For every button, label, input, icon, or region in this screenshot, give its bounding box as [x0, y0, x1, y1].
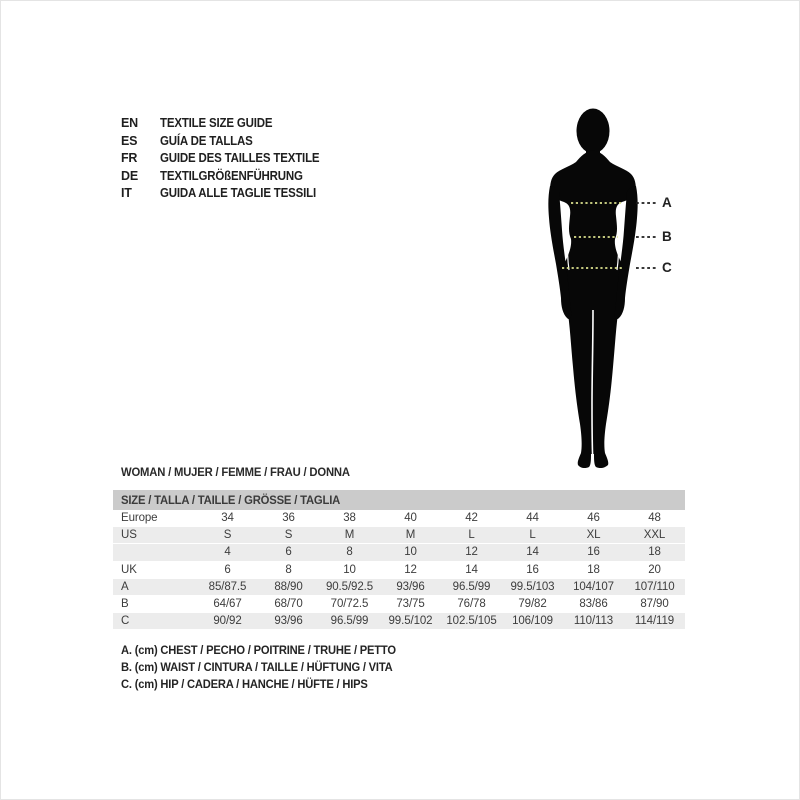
language-title: GUIDA ALLE TAGLIE TESSILI — [160, 186, 316, 201]
table-row-uk — [113, 562, 685, 579]
size-cell: 6 — [224, 563, 231, 576]
size-cell: 90/92 — [213, 615, 242, 628]
row-label: B — [121, 597, 129, 610]
size-cell: 42 — [465, 512, 478, 524]
size-cell: S — [223, 529, 232, 542]
language-list — [121, 115, 333, 203]
size-cell: 90.5/92.5 — [325, 580, 374, 593]
size-cell: 34 — [221, 512, 234, 524]
size-cell: 96.5/99 — [452, 580, 491, 593]
measurement-notes — [121, 642, 417, 694]
language-code: EN — [121, 116, 138, 130]
size-cell: 93/96 — [396, 580, 425, 593]
table-row-us — [113, 527, 685, 544]
woman-silhouette-figure — [524, 104, 669, 474]
size-cell: 85/87.5 — [208, 580, 247, 593]
language-row-it — [121, 185, 333, 203]
size-cell: L — [468, 529, 475, 542]
size-cell: M — [405, 529, 416, 542]
size-cell: XL — [586, 529, 601, 542]
size-cell: 4 — [224, 546, 231, 559]
size-table-header-label: SIZE / TALLA / TAILLE / GRÖSSE / TAGLIA — [121, 493, 341, 507]
measurement-label-hip: C — [662, 260, 672, 275]
size-cell: 10 — [404, 546, 417, 559]
size-cell: 73/75 — [396, 597, 425, 610]
size-cell: 44 — [526, 512, 539, 524]
table-row-b — [113, 596, 685, 613]
size-cell: 14 — [465, 563, 478, 576]
note-line-2: C. (cm) HIP / CADERA / HANCHE / HÜFTE / HIPS — [121, 677, 368, 692]
language-code: DE — [121, 168, 138, 183]
table-row-c — [113, 613, 685, 630]
size-cell: 6 — [285, 546, 292, 559]
size-cell: 40 — [404, 512, 417, 524]
size-cell: 46 — [587, 512, 600, 524]
size-table-body — [113, 510, 685, 630]
size-table — [113, 490, 685, 630]
size-cell: 64/67 — [213, 597, 242, 610]
note-line-1: B. (cm) WAIST / CINTURA / TAILLE / HÜFTUNG / VITA — [121, 660, 393, 675]
size-table-header — [113, 490, 685, 510]
language-code: FR — [121, 151, 138, 166]
size-cell: 16 — [526, 563, 539, 576]
row-label: A — [121, 580, 129, 593]
language-title: GUIDE DES TAILLES TEXTILE — [160, 151, 320, 166]
size-cell: 38 — [343, 512, 356, 524]
note-line-0: A. (cm) CHEST / PECHO / POITRINE / TRUHE / PETTO — [121, 643, 396, 657]
size-cell: 99.5/103 — [510, 580, 555, 593]
measurement-label-chest: A — [662, 195, 672, 210]
size-cell: 87/90 — [640, 597, 669, 610]
size-cell: 8 — [346, 546, 353, 559]
size-cell: 16 — [587, 546, 600, 559]
language-code: IT — [121, 186, 132, 201]
language-title: TEXTILE SIZE GUIDE — [160, 116, 273, 130]
size-cell: 14 — [526, 546, 539, 559]
size-cell: 93/96 — [274, 615, 303, 628]
size-cell: 68/70 — [274, 597, 303, 610]
row-label: Europe — [121, 512, 158, 524]
language-row-es — [121, 133, 333, 151]
language-row-en — [121, 115, 333, 133]
size-cell: 10 — [343, 563, 356, 576]
language-code: ES — [121, 133, 138, 148]
size-cell: 18 — [648, 546, 661, 559]
silhouette-shape — [548, 109, 637, 469]
size-cell: 79/82 — [518, 597, 547, 610]
language-row-fr — [121, 150, 333, 168]
table-row-us-numeric — [113, 544, 685, 561]
size-cell: 12 — [465, 546, 478, 559]
language-title: TEXTILGRÖßENFÜHRUNG — [160, 168, 303, 183]
size-cell: 83/86 — [579, 597, 608, 610]
size-cell: 104/107 — [573, 580, 614, 593]
size-cell: 70/72.5 — [330, 597, 369, 610]
size-cell: 102.5/105 — [446, 615, 497, 628]
row-label: C — [121, 615, 130, 628]
table-row-europe — [113, 510, 685, 527]
row-label: UK — [121, 563, 137, 576]
row-label: US — [121, 529, 137, 542]
size-cell: M — [344, 529, 355, 542]
size-cell: XXL — [643, 529, 666, 542]
size-cell: 99.5/102 — [388, 615, 433, 628]
size-cell: 107/110 — [634, 580, 675, 593]
size-cell: 110/113 — [573, 615, 614, 628]
size-cell: 20 — [648, 563, 661, 576]
language-row-de — [121, 168, 333, 186]
size-cell: 12 — [404, 563, 417, 576]
measurement-label-waist: B — [662, 229, 672, 244]
size-cell: 106/109 — [512, 615, 553, 628]
size-cell: 88/90 — [274, 580, 303, 593]
size-cell: 114/119 — [634, 615, 675, 628]
size-cell: S — [284, 529, 293, 542]
row-label — [113, 544, 197, 561]
size-cell: 8 — [285, 563, 292, 576]
woman-silhouette-svg — [524, 104, 669, 474]
language-title: GUÍA DE TALLAS — [160, 133, 253, 148]
section-title-woman: WOMAN / MUJER / FEMME / FRAU / DONNA — [121, 465, 350, 479]
size-cell: 36 — [282, 512, 295, 524]
size-cell: 76/78 — [457, 597, 486, 610]
size-cell: 18 — [587, 563, 600, 576]
size-cell: 48 — [648, 512, 661, 524]
size-cell: L — [529, 529, 536, 542]
size-cell: 96.5/99 — [330, 615, 369, 628]
table-row-a — [113, 579, 685, 596]
